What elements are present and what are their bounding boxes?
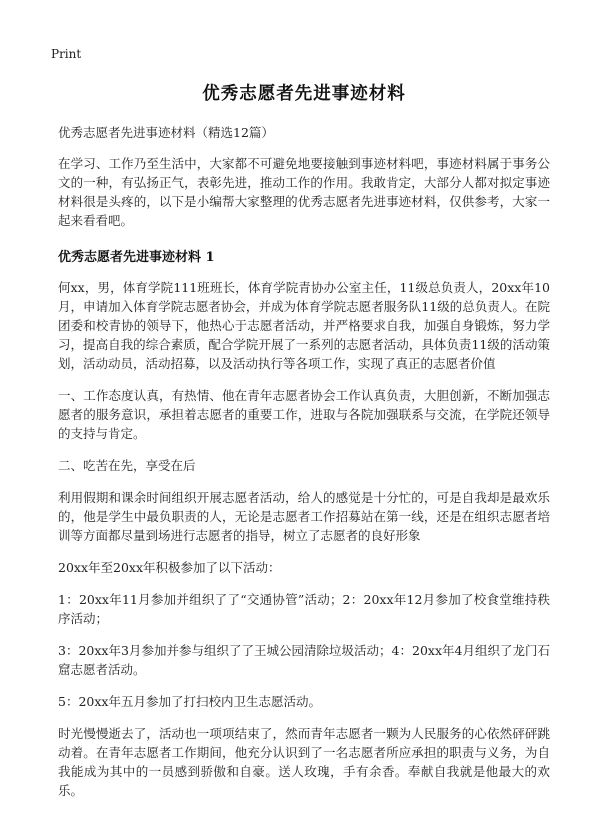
paragraph: 何xx，男，体育学院111班班长，体育学院青协办公室主任，11级总负责人，20xx年10月，申请加入体育学院志愿者协会，并成为体育学院志愿者服务队11级的总负责人。在院团委和校青协的领导下，他热心于志愿者活动，并严格要求自我，加强自身锻炼，努力学习，提高自我的综合素质，配合学院开展了一系列的志愿者活动，具体负责11级的活动策划，活动动员，活动招募，以及活动执行等各项工作，实现了真正的志愿者价值 <box>58 280 550 371</box>
intro-paragraph: 在学习、工作乃至生活中，大家都不可避免地要接触到事迹材料吧，事迹材料属于事务公文的一种，有弘扬正气，表彰先进，推动工作的作用。我敢肯定，大部分人都对拟定事迹材料很是头疼的，以下是小编帮大家整理的优秀志愿者先进事迹材料，仅供参考，大家一起来看看吧。 <box>58 156 550 228</box>
document-page <box>58 60 550 800</box>
paragraph: 时光慢慢逝去了，活动也一项项结束了，然而青年志愿者一颗为人民服务的心依然砰砰跳动着。在青年志愿者工作期间，他充分认识到了一名志愿者所应承担的职责与义务，为自我能成为其中的一员感到骄傲和自豪。送人玫瑰，手有余香。奉献自我就是他最大的欢乐。 <box>58 726 550 798</box>
document-title: 优秀志愿者先进事迹材料 <box>202 84 406 104</box>
paragraph: 3：20xx年3月参加并参与组织了了王城公园清除垃圾活动；4：20xx年4月组织了龙门石窟志愿者活动。 <box>58 643 550 677</box>
paragraph: 利用假期和课余时间组织开展志愿者活动，给人的感觉是十分忙的，可是自我却是最欢乐的，他是学生中最负职责的人，无论是志愿者工作招募站在第一线，还是在组织志愿者培训等方面都尽量到场进行志愿者的指导，树立了志愿者的良好形象 <box>58 490 550 543</box>
paragraph: 5：20xx年五月参加了打扫校内卫生志愿活动。 <box>58 694 321 709</box>
paragraph: 20xx年至20xx年积极参加了以下活动： <box>58 560 281 575</box>
print-link[interactable]: Print <box>51 47 82 61</box>
paragraph: 二、吃苦在先，享受在后 <box>58 458 196 473</box>
paragraph: 1：20xx年11月参加并组织了了“交通协管”活动；2：20xx年12月参加了校食堂维持秩序活动； <box>58 592 550 626</box>
paragraph: 一、工作态度认真，有热情、他在青年志愿者协会工作认真负责，大胆创新，不断加强志愿者的服务意识，承担着志愿者的重要工作，进取与各院加强联系与交流，在学院还领导的支持与肯定。 <box>58 388 550 441</box>
document-subtitle: 优秀志愿者先进事迹材料（精选12篇） <box>58 125 274 140</box>
section-heading: 优秀志愿者先进事迹材料 1 <box>58 250 215 265</box>
